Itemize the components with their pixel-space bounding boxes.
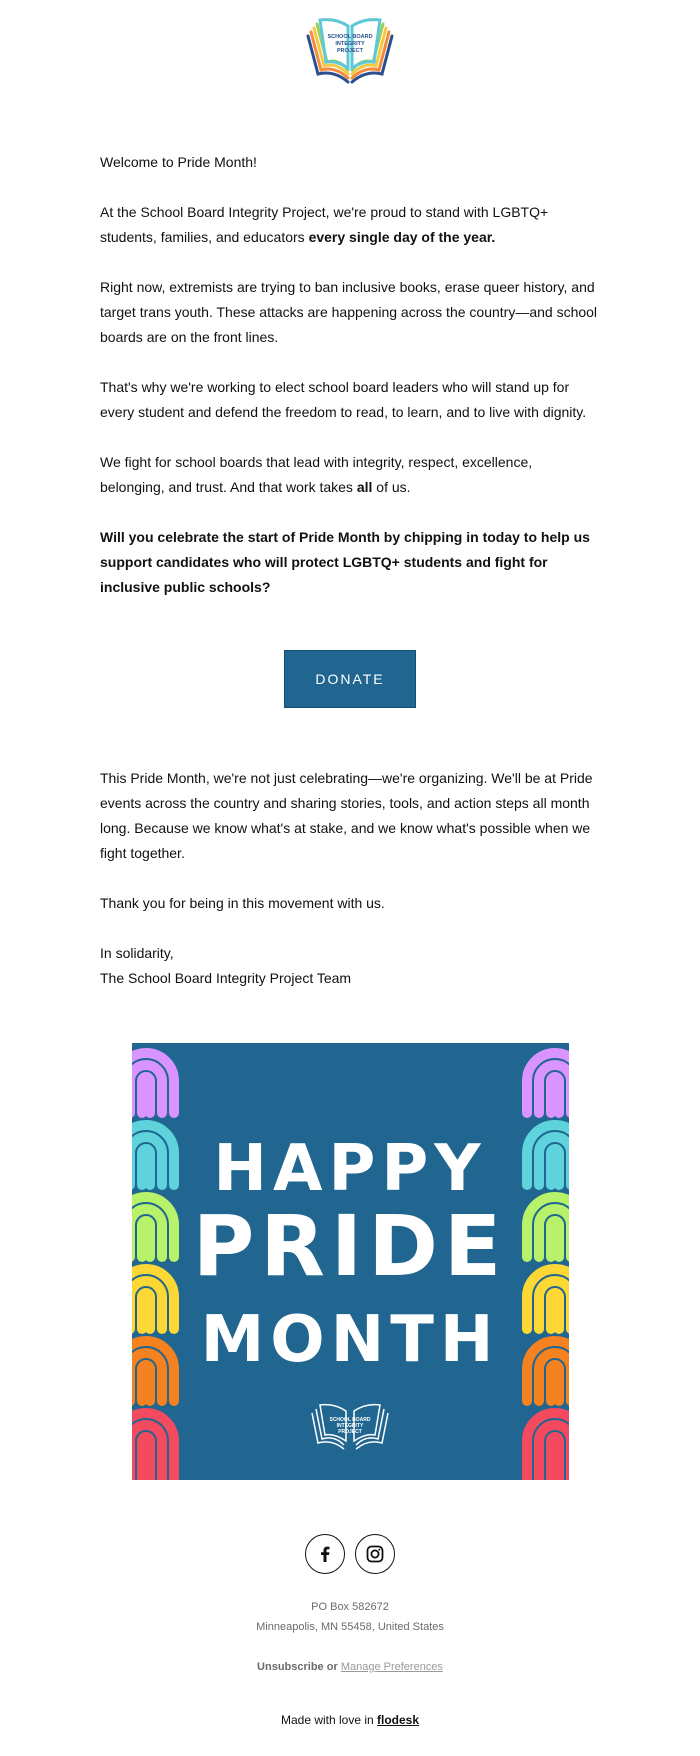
flodesk-link[interactable]: flodesk xyxy=(377,1713,420,1727)
banner-logo-text: INTEGRITY xyxy=(336,1423,364,1429)
paragraph-emphasis: every single day of the year. xyxy=(308,229,496,245)
banner-line-month: MONTH xyxy=(200,1303,500,1377)
address-line: PO Box 582672 xyxy=(311,1601,389,1613)
instagram-icon xyxy=(365,1544,385,1564)
paragraph: That's why we're working to elect school board leaders who will stand up for every student and defend the freedom to read, to learn, and to live with dignity. xyxy=(100,379,587,420)
separator-text: or xyxy=(323,1661,341,1673)
paragraph-text: We fight for school boards that lead with integrity, respect, excellence, belonging, and trust. And that work takes xyxy=(100,454,533,495)
paragraph-emphasis: all xyxy=(356,479,373,495)
made-with-text: Made with love in xyxy=(280,1713,378,1727)
facebook-link[interactable] xyxy=(305,1534,345,1574)
paragraph xyxy=(100,450,600,500)
paragraph-text: of us. xyxy=(372,479,411,495)
address-line: Minneapolis, MN 55458, United States xyxy=(256,1621,444,1633)
email-body xyxy=(100,150,600,625)
logo-text-line: INTEGRITY xyxy=(335,41,365,47)
logo-text-line: PROJECT xyxy=(337,48,363,54)
signature xyxy=(100,941,600,991)
banner-logo-text: PROJECT xyxy=(338,1429,362,1435)
donate-button[interactable]: DONATE xyxy=(284,650,416,708)
signature-line: The School Board Integrity Project Team xyxy=(100,970,352,986)
paragraph: Welcome to Pride Month! xyxy=(100,154,257,170)
made-with-footer xyxy=(0,1713,700,1727)
paragraph: This Pride Month, we're not just celebrating—we're organizing. We'll be at Pride events across the country and sharing stories, tools, and action steps all month long. Because we know what's at stake, and we know what's possible when we fight together. xyxy=(100,770,593,861)
paragraph: Thank you for being in this movement with us. xyxy=(100,895,385,911)
signature-line: In solidarity, xyxy=(100,945,174,961)
paragraph-text: At the School Board Integrity Project, we're proud to stand with LGBTQ+ students, families, and educators xyxy=(100,204,549,245)
instagram-link[interactable] xyxy=(355,1534,395,1574)
facebook-icon xyxy=(315,1544,335,1564)
call-to-action-text xyxy=(100,525,600,600)
logo xyxy=(300,16,400,90)
email-body-secondary xyxy=(100,766,600,991)
banner-logo-text: SCHOOL BOARD xyxy=(329,1417,371,1423)
pride-month-banner xyxy=(132,1043,569,1480)
banner-line-happy: HAPPY xyxy=(213,1132,487,1206)
paragraph xyxy=(100,200,600,250)
paragraph: Right now, extremists are trying to ban inclusive books, erase queer history, and target trans youth. These attacks are happening across the country—and school boards are on the front lines. xyxy=(100,279,598,345)
unsubscribe-link[interactable]: Unsubscribe xyxy=(257,1661,324,1673)
paragraph-emphasis: Will you celebrate the start of Pride Month by chipping in today to help us support candidates who will protect LGBTQ+ students and fight for inclusive public schools? xyxy=(100,529,590,595)
logo-text-line: SCHOOL BOARD xyxy=(327,34,373,40)
manage-preferences-link[interactable]: Manage Preferences xyxy=(340,1661,443,1673)
unsubscribe-row xyxy=(0,1661,700,1673)
banner-line-pride: PRIDE xyxy=(192,1197,508,1295)
